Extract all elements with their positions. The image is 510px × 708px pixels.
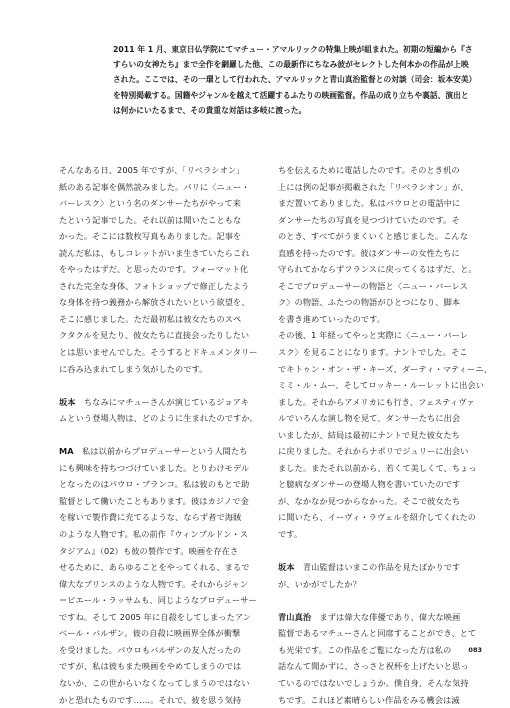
body-line — [59, 559, 259, 576]
line-text: ました。またそれ以前から、若くて美しくて、ちょっ — [278, 463, 477, 473]
body-line — [278, 327, 476, 344]
line-text: たという記事でした。それ以前は聞いたこともな — [59, 215, 241, 225]
body-line — [59, 642, 259, 659]
body-line — [59, 294, 259, 311]
line-text: クタクルを見たり、彼女たちに直接会ったりしたい — [59, 330, 249, 340]
body-line — [59, 361, 259, 378]
line-text: です。 — [278, 529, 302, 539]
body-line — [59, 410, 259, 427]
body-line — [59, 212, 259, 229]
line-text: ミミ・ル・ムー、そしてロッキー・ルーレットに出会い — [278, 380, 484, 390]
line-text: ですね。そして 2005 年に自殺をしてしまったアン — [59, 612, 251, 622]
body-line — [278, 311, 476, 328]
line-text: をやったはずだ、と思ったのです。フォーマット化 — [59, 264, 248, 274]
line-text: 紙のある記事を偶然読みました。パリに〈ニュー・ — [59, 182, 250, 192]
body-line — [278, 245, 476, 262]
lead-line: された。ここでは、その一環として行われた、アマルリックと青山真治監督との対談（司会：坂本安美） — [113, 72, 473, 87]
line-text: を稼いで製作費に充てるような、ならず者で海賊 — [59, 512, 241, 522]
speaker-name: 坂本 — [278, 562, 295, 572]
body-line — [278, 526, 476, 543]
line-text: も光栄です。この作品をご覧になった方は私の — [278, 645, 451, 655]
body-line — [59, 311, 259, 328]
line-text: 私は以前からプロデューサーという人間たち — [82, 446, 248, 456]
body-line — [278, 625, 476, 642]
body-line — [59, 675, 259, 692]
line-text: その後、1 年経ってやっと実際に〈ニュー・バーレ — [278, 330, 468, 340]
body-line — [278, 344, 476, 361]
body-line — [59, 576, 259, 593]
body-line — [278, 493, 476, 510]
line-text: に聞いたら、イーヴィ・ラヴェルを紹介してくれたの — [278, 512, 476, 522]
body-line — [278, 692, 476, 708]
line-text: かった。そこには数枚写真もありました。記事を — [59, 231, 241, 241]
body-line — [59, 327, 259, 344]
body-line — [278, 576, 476, 593]
body-line — [278, 460, 476, 477]
line-text: と臆病なダンサーの登場人物を書いていたのです — [278, 479, 460, 489]
body-line — [278, 559, 476, 576]
line-text: 直感を持ったのです。彼はダンサーの女性たちに — [278, 248, 460, 258]
body-line — [278, 443, 476, 460]
body-line — [59, 278, 259, 295]
line-text: でキトゥン・オン・ザ・キーズ、ダーティ・マティーニ、 — [278, 364, 492, 374]
body-line — [59, 509, 259, 526]
line-text: ルでいろんな演し物を見て、ダンサーたちに出会 — [278, 413, 460, 423]
body-line — [278, 410, 476, 427]
lead-line: は何かにいたるまで、その貴重な対話は多岐に渡った。 — [113, 103, 473, 118]
line-text: そこでプロデューサーの物語と〈ニュー・バーレス — [278, 281, 468, 291]
line-text: せるために、あらゆることをやってくれる、まるで — [59, 562, 250, 572]
body-line — [59, 476, 259, 493]
lead-line: 2011 年 1 月、東京日仏学院にてマチュー・アマルリックの特集上映が組まれた。初期の短編から『さ — [113, 42, 473, 57]
body-line — [278, 675, 476, 692]
body-line — [278, 212, 476, 229]
line-text: ク〉の物語、ふたつの物語がひとつになり、脚本 — [278, 297, 460, 307]
line-text: いましたが、結局は最初にナントで見た彼女たち — [278, 430, 460, 440]
line-text: ているのではないでしょうか。僕自身、そんな気持 — [278, 678, 469, 688]
body-line — [59, 228, 259, 245]
body-line — [278, 427, 476, 444]
body-line — [278, 162, 476, 179]
line-text: ＝ピエール・ラッサムも、同じようなプロデューサー — [59, 595, 257, 605]
line-text: が、いかがでしたか？ — [278, 579, 361, 589]
line-text: ベール・バルザン。彼の自殺に映画界全体が衝撃 — [59, 628, 240, 638]
body-line — [278, 361, 476, 378]
line-text: ちです。これほど素晴らしい作品をみる機会は滅 — [278, 695, 460, 705]
body-line — [59, 526, 259, 543]
line-text: のような人物です。私の前作『ウィンブルドン・ス — [59, 529, 248, 539]
body-line — [278, 509, 476, 526]
body-line — [59, 261, 259, 278]
line-text: 監督であるマチューさんと同席することができ、とて — [278, 628, 476, 638]
line-text: そんなある日、2005 年ですが、「リベラシオン」 — [59, 165, 244, 175]
line-text: ですが、私は彼もまた映画をやめてしまうのでは — [59, 661, 241, 671]
body-line — [278, 261, 476, 278]
line-text: バーレスク〉という名のダンサーたちがやって来 — [59, 198, 241, 208]
lead-line: を特別掲載する。国籍やジャンルを越えて活躍するふたりの映画監督。作品の成り立ちや裏話、演出と — [113, 88, 473, 103]
line-text: スク〉を見ることになります。ナントでした。そこ — [278, 347, 468, 357]
body-line — [278, 228, 476, 245]
body-line — [59, 609, 259, 626]
body-line — [59, 658, 259, 675]
body-line — [59, 394, 259, 411]
line-text: ないか、この世からいなくなってしまうのではない — [59, 678, 250, 688]
body-line — [59, 692, 259, 708]
body-line — [59, 344, 259, 361]
line-text: が、なかなか見つからなかった。そこで彼女たち — [278, 496, 460, 506]
line-text: ちを伝えるために電話したのです。そのとき机の — [278, 165, 460, 175]
line-text: を書き進めていったのです。 — [278, 314, 385, 324]
body-line — [278, 195, 476, 212]
body-line — [59, 195, 259, 212]
line-text: にも興味を持ちつづけていました。とりわけモデル — [59, 463, 249, 473]
line-text: な身体を持つ義務から解放されたいという欲望を、 — [59, 297, 250, 307]
page-number: 083 — [468, 646, 482, 654]
body-line — [59, 179, 259, 196]
line-text: まずは偉大な俳優であり、偉大な映画 — [319, 612, 460, 622]
body-line — [278, 394, 476, 411]
body-line — [59, 625, 259, 642]
body-line — [278, 658, 476, 675]
line-text: ちなみにマチューさんが演じているジョアキ — [84, 397, 249, 407]
line-text: とは思いませんでした。そうするとドキュメンタリー — [59, 347, 258, 357]
body-line — [59, 592, 259, 609]
line-text: 監督として働いたこともあります。彼はカジノで金 — [59, 496, 249, 506]
line-text: 偉大なプリンスのような人物です。それからジャン — [59, 579, 248, 589]
lead-line: すらいの女神たち』まで全作を網羅した他、この最新作にちなみ彼がセレクトした何本かの作品が上映 — [113, 57, 473, 72]
line-text: 青山監督はいまこの作品を見たばかりです — [303, 562, 460, 572]
line-text: に戻りました。それからナポリでジュリーに出会い — [278, 446, 468, 456]
line-text: 上には例の記事が掲載された「リベラシオン」が、 — [278, 182, 468, 192]
line-text: 読んだ私は、もしコレットがいま生きていたらこれ — [59, 248, 250, 258]
line-text: ムという登場人物は、どのように生まれたのですか。 — [59, 413, 258, 423]
body-line — [59, 460, 259, 477]
line-text: のとき、すべてがうまくいくと感じました。こんな — [278, 231, 468, 241]
line-text: ました。それからアメリカにも行き、フェスティヴァ — [278, 397, 475, 407]
speaker-name: 青山真治 — [278, 612, 311, 622]
line-text: ダンサーたちの写真を見つづけていたのです。そ — [278, 215, 460, 225]
body-line — [59, 443, 259, 460]
body-line — [278, 179, 476, 196]
line-text: そこに感じました。ただ最初私は彼女たちのスペ — [59, 314, 241, 324]
body-line — [278, 476, 476, 493]
line-text: に呑み込まれてしまう気がしたのです。 — [59, 364, 208, 374]
line-text: かと恐れたものです……。それで、彼を思う気持 — [59, 695, 241, 705]
body-line — [278, 278, 476, 295]
lead-paragraph — [113, 42, 473, 118]
body-line — [59, 162, 259, 179]
speaker-name: MA — [59, 446, 74, 456]
line-text: 守られてかならずフランスに戻ってくるはずだ、と。 — [278, 264, 477, 274]
body-line — [59, 493, 259, 510]
body-line — [278, 377, 476, 394]
line-text: まだ置いてありました。私はパウロとの電話中に — [278, 198, 460, 208]
body-line — [278, 642, 476, 659]
body-line — [59, 543, 259, 560]
right-column — [278, 162, 476, 708]
line-text: となったのはパウロ・ブランコ。私は彼のもとで助 — [59, 479, 249, 489]
body-line — [59, 245, 259, 262]
line-text: 話なんて聞かずに、さっさと祝杯を上げたいと思っ — [278, 661, 469, 671]
speaker-name: 坂本 — [59, 397, 76, 407]
line-text: を受けました。パウロもバルザンの友人だったの — [59, 645, 241, 655]
left-column — [59, 162, 259, 708]
body-line — [278, 609, 476, 626]
body-line — [278, 294, 476, 311]
line-text: された完全な身体、フォトショップで修正したよう — [59, 281, 249, 291]
line-text: タジアム』（02）も彼の製作です。映画を存在さ — [59, 546, 238, 556]
